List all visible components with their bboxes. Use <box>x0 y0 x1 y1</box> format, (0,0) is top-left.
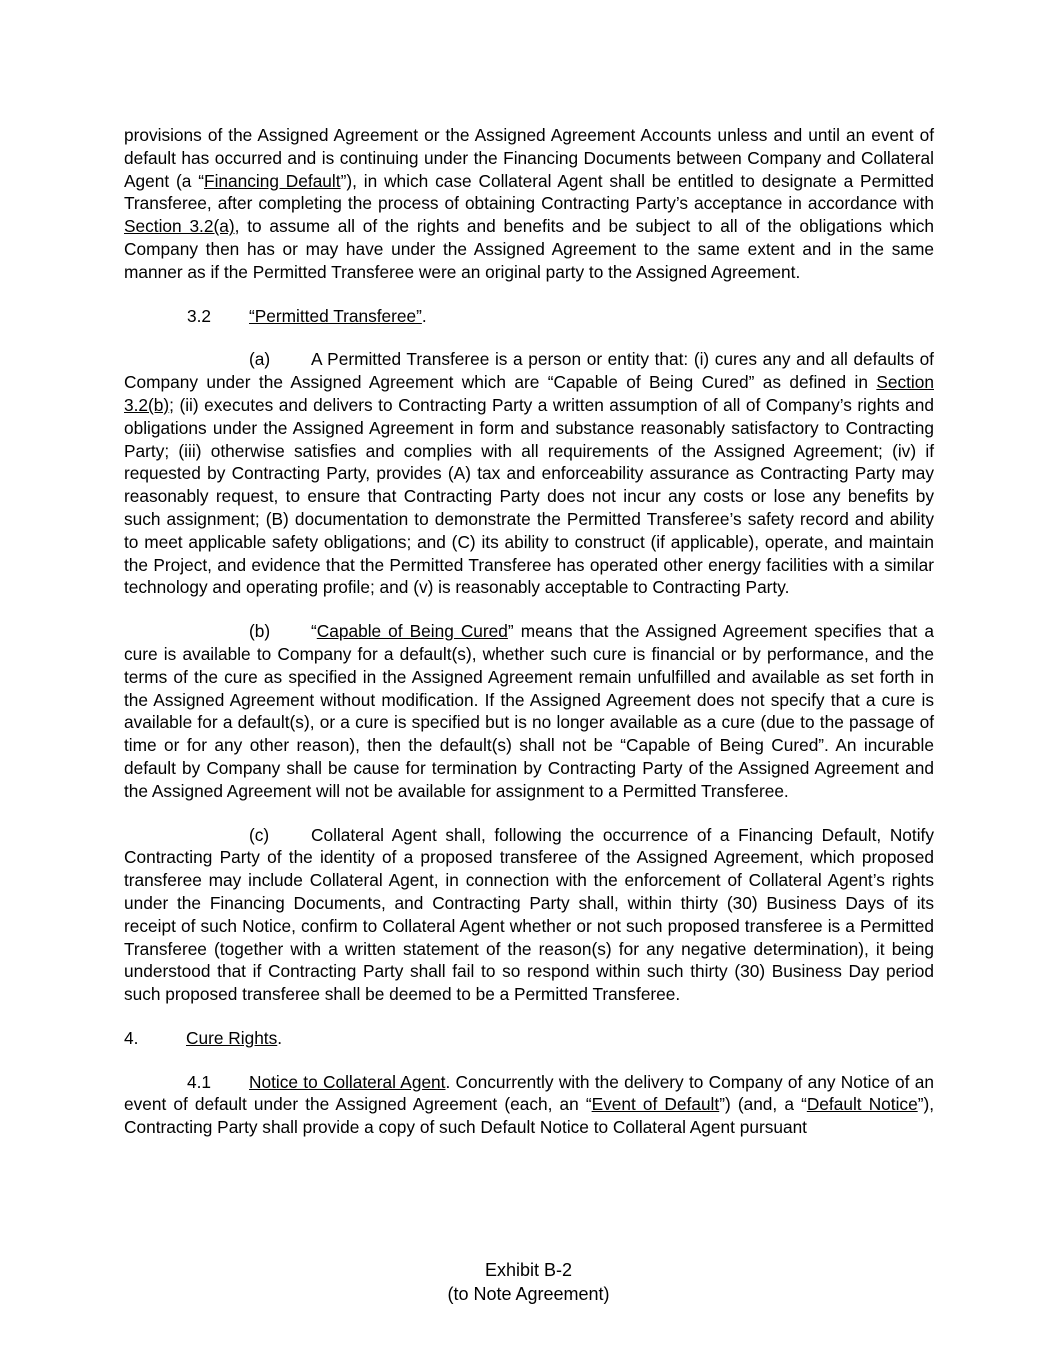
paragraph-4-1 <box>124 1071 934 1139</box>
defined-term-event-of-default: Event of Default <box>591 1094 720 1115</box>
paragraph-continuation <box>124 124 934 284</box>
text: ”), in which case Collateral Agent shall be entitled to designate a Permitted Transferee, after completing the process of obtaining Contracting Party’s acceptance in accordance with <box>124 170 934 214</box>
page-footer <box>0 1258 1057 1306</box>
section-3-2-heading <box>124 305 934 328</box>
section-reference[interactable]: Section 3.2(b) <box>124 372 934 415</box>
text: provisions of the Assigned Agreement or the Assigned Agreement Accounts unless and until an event of default has occurred and is continuing under the Financing Documents between Company and Collateral Agent (a “ <box>124 125 934 191</box>
section-4-heading <box>124 1027 934 1050</box>
section-number: 4.1 <box>187 1071 212 1092</box>
section-title: “Permitted Transferee” <box>249 305 422 326</box>
paragraph-c <box>124 824 934 1006</box>
defined-term-financing-default: Financing Default <box>204 170 341 191</box>
paragraph-a <box>124 348 934 599</box>
text: ”), Contracting Party shall provide a copy of such Default Notice to Collateral Agent pursuant <box>124 1094 934 1138</box>
document-body <box>124 124 934 1160</box>
text: . Concurrently with the delivery to Company of any Notice of an event of default under the Assigned Agreement (each, an “ <box>124 1071 934 1115</box>
exhibit-subtitle: (to Note Agreement) <box>447 1284 610 1304</box>
subsection-label: (b) <box>249 621 271 642</box>
text: . <box>421 305 427 326</box>
paragraph-b <box>124 620 934 802</box>
section-number: 3.2 <box>187 305 212 326</box>
text: ; (ii) executes and delivers to Contracting Party a written assumption of all of Company’s rights and obligations under the Assigned Agreement in form and substance reasonably satisfactory to Contracting Party; (iii) otherwise satisfies and complies with all requirements of the Assigned Agreement; (iv) if requested by Contracting Party, provides (A) tax and enforceability assurance as Contracting Party may reasonably request, to ensure that Contracting Party does not incur any costs or lose any benefits by such assignment; (B) documentation to demonstrate the Permitted Transferee’s safety record and ability to meet applicable safety obligations; and (C) its ability to construct (if applicable), operate, and maintain the Project, and evidence that the Permitted Transferee has operated other energy facilities with a similar technology and operating profile; and (v) is reasonably acceptable to Contracting Party. <box>124 394 934 598</box>
subsection-label: (c) <box>249 824 270 845</box>
subsection-label: (a) <box>249 349 271 370</box>
text: ” means that the Assigned Agreement specifies that a cure is available to Company for a default(s), whether such cure is financial or by performance, and the terms of the cure as specified in the Assigned Agreement remain unfulfilled and available as set forth in the Assigned Agreement without modification. If the Assigned Agreement does not specify that a cure is available for a default(s), or a cure is specified but is no longer available as a cure (due to the passage of time or for any other reason), then the default(s) shall not be “Capable of Being Cured”. An incurable default by Company shall be cause for termination by Contracting Party of the Assigned Agreement and the Assigned Agreement will not be available for assignment to a Permitted Transferee. <box>124 621 934 801</box>
defined-term-capable-of-being-cured: Capable of Being Cured <box>316 621 508 642</box>
text: Collateral Agent shall, following the occurrence of a Financing Default, Notify Contracting Party of the identity of a proposed transferee of the Assigned Agreement, which proposed transferee may include Collateral Agent, in connection with the enforcement of Collateral Agent’s rights under the Financing Documents, and Contracting Party shall, within thirty (30) Business Days of its receipt of such Notice, confirm to Collateral Agent whether or not such proposed transferee is a Permitted Transferee (together with a written statement of the reason(s) for any negative determination), it being understood that if Contracting Party shall fail to so respond within such thirty (30) Business Day period such proposed transferee shall be deemed to be a Permitted Transferee. <box>124 824 934 1005</box>
defined-term-default-notice: Default Notice <box>806 1094 918 1115</box>
section-title: Notice to Collateral Agent <box>249 1071 446 1092</box>
text: ”) (and, a “ <box>719 1094 807 1115</box>
exhibit-label: Exhibit B-2 <box>484 1260 573 1280</box>
section-number: 4. <box>124 1027 139 1048</box>
text: “ <box>311 621 317 642</box>
text: . <box>277 1027 283 1048</box>
text: , to assume all of the rights and benefits and be subject to all of the obligations which Company then has or may have under the Assigned Agreement to the same extent and in the same manner as if the Permitted Transferee were an original party to the Assigned Agreement. <box>124 216 934 282</box>
section-title: Cure Rights <box>186 1027 278 1048</box>
section-reference[interactable]: Section 3.2(a) <box>124 216 235 237</box>
text: A Permitted Transferee is a person or entity that: (i) cures any and all defaults of Company under the Assigned Agreement which are “Capable of Being Cured” as defined in <box>124 349 934 393</box>
